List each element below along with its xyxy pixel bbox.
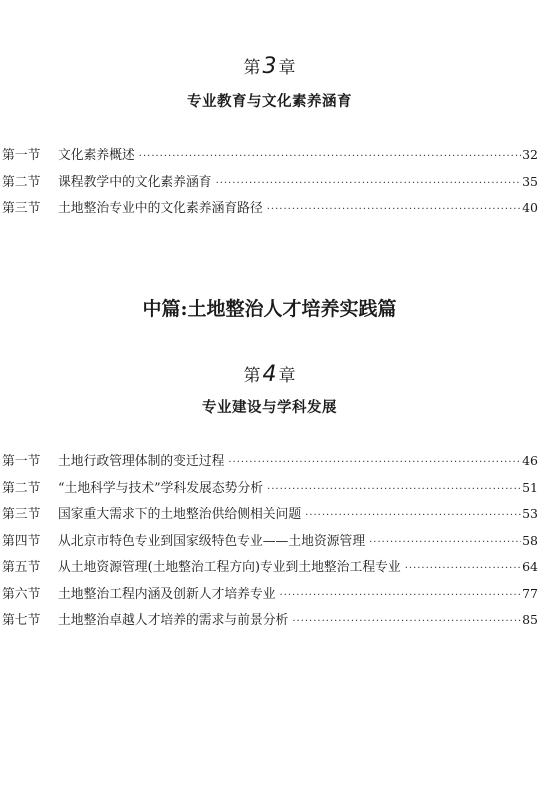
chapter-3-heading (0, 56, 539, 79)
toc-entry-title: 从土地资源管理(土地整治工程方向)专业到土地整治工程专业 (58, 560, 401, 575)
toc-page-number: 58 (522, 532, 538, 548)
toc-entry[interactable] (2, 609, 538, 636)
toc-section-label: 第七节 (2, 613, 41, 628)
toc-entry[interactable] (2, 171, 538, 198)
toc-entry-title: 土地整治卓越人才培养的需求与前景分析 (58, 613, 289, 628)
toc-section-label: 第一节 (2, 148, 41, 163)
toc-dot-leader (139, 151, 521, 162)
toc-dot-leader (280, 590, 522, 601)
chapter-4-heading (0, 364, 539, 387)
chapter-4-prefix: 第 (243, 366, 261, 386)
toc-entry[interactable] (2, 144, 538, 171)
toc-entry[interactable] (2, 556, 538, 583)
chapter-4-title: 专业建设与学科发展 (202, 400, 337, 416)
chapter-3-prefix: 第 (243, 58, 261, 78)
toc-entry-title: 从北京市特色专业到国家级特色专业——土地资源管理 (58, 533, 366, 549)
toc-entry-title: 国家重大需求下的土地整治供给侧相关问题 (58, 507, 302, 522)
toc-entry-title: 土地整治专业中的文化素养涵育路径 (58, 201, 263, 216)
toc-section-label: 第六节 (2, 586, 41, 602)
toc-section-label: 第一节 (2, 454, 41, 469)
toc-entry[interactable] (2, 477, 538, 504)
toc-page-number: 53 (522, 506, 538, 521)
toc-dot-leader (267, 484, 521, 495)
chapter-3-suffix: 章 (278, 58, 296, 78)
toc-dot-leader (292, 616, 521, 627)
toc-section-label: 第五节 (2, 560, 41, 575)
toc-entry-title: 土地整治工程内涵及创新人才培养专业 (58, 586, 276, 602)
chapter-4-suffix: 章 (278, 366, 296, 386)
toc-entry[interactable] (2, 530, 538, 557)
toc-page-number: 32 (522, 147, 538, 162)
toc-page-number: 64 (522, 559, 538, 574)
toc-section-label: 第二节 (2, 480, 41, 496)
toc-dot-leader (369, 537, 521, 548)
toc-entry[interactable] (2, 450, 538, 477)
toc-section-label: 第三节 (2, 201, 41, 216)
toc-section-label: 第四节 (2, 533, 41, 549)
toc-section-label: 第二节 (2, 174, 41, 190)
toc-entry[interactable] (2, 503, 538, 530)
toc-dot-leader (216, 178, 522, 189)
toc-page-number: 46 (522, 453, 538, 468)
toc-page-number: 85 (522, 612, 538, 627)
toc-entry[interactable] (2, 197, 538, 224)
toc-entry-title: 土地行政管理体制的变迁过程 (58, 454, 225, 469)
toc-dot-leader (305, 510, 521, 521)
chapter-4-number: 4 (262, 362, 277, 387)
toc-page-number: 35 (522, 173, 538, 189)
toc-page-number: 51 (522, 479, 538, 495)
toc-section-label: 第三节 (2, 507, 41, 522)
toc-page-number: 40 (522, 200, 538, 215)
toc-dot-leader (405, 563, 521, 574)
chapter-4-toc (2, 450, 538, 636)
toc-entry-title: 文化素养概述 (58, 148, 135, 163)
toc-entry-title: “土地科学与技术”学科发展态势分析 (58, 480, 264, 496)
toc-page-number: 77 (522, 585, 538, 601)
toc-dot-leader (228, 457, 521, 468)
toc-entry[interactable] (2, 583, 538, 610)
part-title: 中篇:土地整治人才培养实践篇 (142, 298, 397, 320)
toc-dot-leader (267, 204, 521, 215)
chapter-3-toc (2, 144, 538, 224)
chapter-3-title: 专业教育与文化素养涵育 (187, 94, 352, 110)
chapter-3-number: 3 (262, 54, 277, 79)
toc-entry-title: 课程教学中的文化素养涵育 (58, 174, 212, 190)
